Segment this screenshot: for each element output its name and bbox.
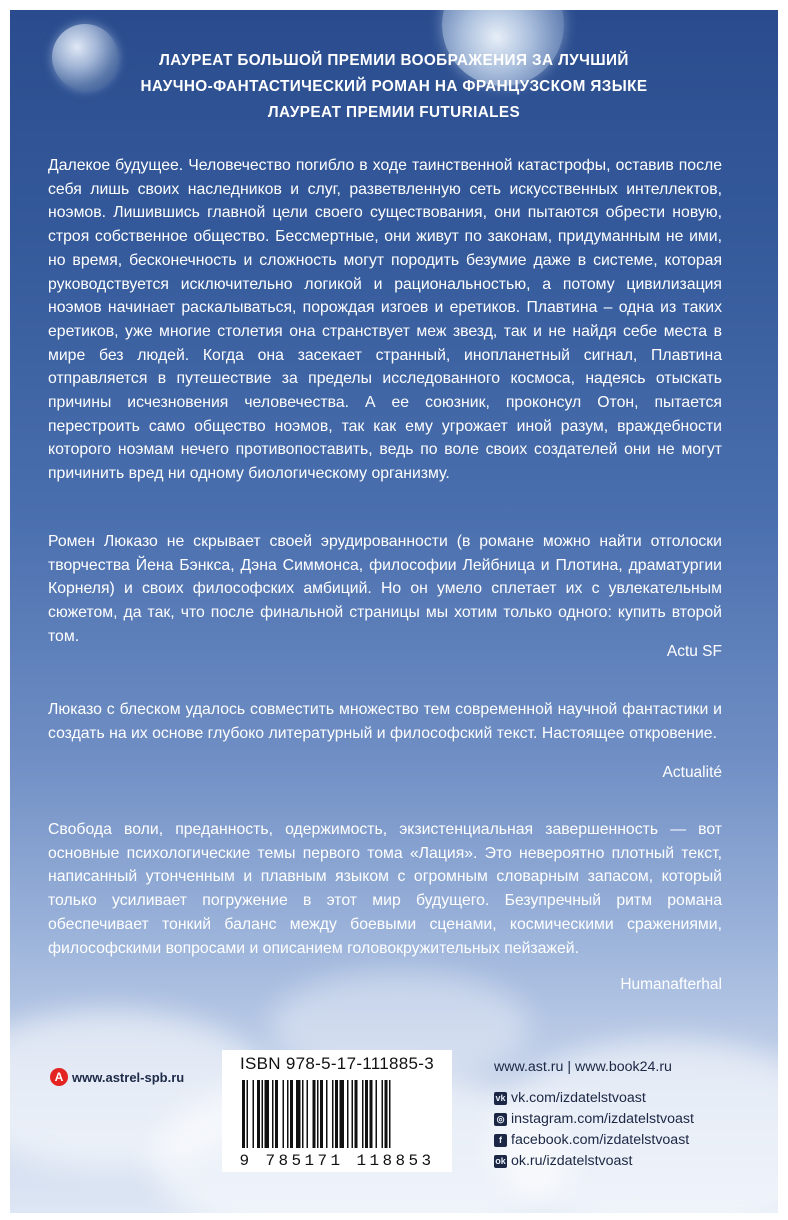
barcode-bar [302, 1080, 304, 1148]
isbn-label: ISBN 978-5-17-111885-3 [239, 1054, 435, 1073]
barcode-icon [242, 1080, 432, 1148]
barcode-bar [287, 1080, 289, 1148]
social-link-label: facebook.com/izdatelstvoast [511, 1132, 690, 1148]
isbn-barcode [222, 1050, 452, 1172]
instagram-icon: ◎ [494, 1113, 507, 1126]
barcode-bar [332, 1080, 334, 1148]
barcode-bar [247, 1080, 249, 1148]
facebook-icon: f [494, 1134, 507, 1147]
social-link-vk[interactable] [494, 1090, 646, 1106]
social-link-facebook[interactable] [494, 1132, 689, 1148]
barcode-bar [365, 1080, 368, 1148]
barcode-bar [296, 1080, 301, 1148]
social-link-label: vk.com/izdatelstvoast [511, 1090, 646, 1106]
barcode-bar [290, 1080, 293, 1148]
barcode-bar [352, 1080, 354, 1148]
barcode-bar [275, 1080, 278, 1148]
review-source: Humanafterhal [620, 976, 722, 993]
vk-icon: vk [495, 1093, 506, 1103]
barcode-digits: 9 785171 118853 [239, 1152, 435, 1170]
barcode-bar [283, 1080, 285, 1148]
publisher-sites[interactable]: www.ast.ru | www.book24.ru [494, 1059, 672, 1075]
social-link-label: instagram.com/izdatelstvoast [511, 1111, 694, 1127]
social-link-instagram[interactable] [494, 1111, 694, 1127]
barcode-bar [317, 1080, 319, 1148]
barcode-bar [355, 1080, 358, 1148]
barcode-bar [370, 1080, 373, 1148]
review-text: Люказо с блеском удалось совместить множество тем современной научной фантастики и создать на их основе глубоко литературный и философский текст. Настоящее откровение. [48, 701, 722, 742]
barcode-bar [320, 1080, 323, 1148]
review-source: Actu SF [666, 643, 722, 660]
barcode-bar [376, 1080, 378, 1148]
review-source: Actualité [662, 764, 722, 781]
award-line: ЛАУРЕАТ ПРЕМИИ FUTURIALES [267, 104, 521, 121]
back-cover [10, 10, 778, 1213]
awards-block [10, 48, 778, 126]
barcode-bar [253, 1080, 255, 1148]
publisher-site-label: www.astrel-spb.ru [72, 1069, 185, 1085]
barcode-bar [385, 1080, 388, 1148]
barcode-bar [382, 1080, 384, 1148]
barcode-bar [347, 1080, 349, 1148]
barcode-bar [389, 1080, 391, 1148]
review-text: Ромен Люказо не скрывает своей эрудированности (в романе можно найти отголоски творчества Йена Бэнкса, Дэна Симмонса, философии Лейбница и Плотина, драматургии Корнеля) и своих философских амбиций. Но он умело сплетает их с увлекательным сюжетом, да так, что после финальной страницы мы хотим только одного: купить второй том. [48, 533, 722, 645]
barcode-bar [265, 1080, 270, 1148]
ast-logo-icon: A [50, 1068, 68, 1086]
barcode-bar [326, 1080, 328, 1148]
ok-icon: ok [495, 1156, 506, 1166]
barcode-bar [313, 1080, 316, 1148]
barcode-bar [362, 1080, 364, 1148]
barcode-bar [272, 1080, 274, 1148]
publisher-site[interactable] [50, 1066, 184, 1088]
barcode-bar [340, 1080, 345, 1148]
barcode-bar [242, 1080, 245, 1148]
social-link-label: ok.ru/izdatelstvoast [511, 1153, 633, 1169]
award-line: ЛАУРЕАТ БОЛЬШОЙ ПРЕМИИ ВООБРАЖЕНИЯ ЗА ЛУЧШИЙ [159, 52, 629, 69]
barcode-bar [257, 1080, 260, 1148]
award-line: НАУЧНО-ФАНТАСТИЧЕСКИЙ РОМАН НА ФРАНЦУЗСКОМ ЯЗЫКЕ [140, 78, 648, 95]
barcode-bar [335, 1080, 338, 1148]
barcode-bar [262, 1080, 264, 1148]
synopsis-paragraph: Далекое будущее. Человечество погибло в ходе таинственной катастрофы, оставив после себя лишь своих наследников и слуг, разветвленную сеть искусственных интеллектов, ноэмов. Лишившись главной цели своего существования, они пытаются обрести новую, строя собственное общество. Бессмертные, они живут по законам, придуманным не ими, но время, бесконечность и сложность могут породить безумие даже в системе, которая руководствуется исключительно логикой и рациональностью, а потому цивилизация ноэмов начинает раскалываться, порождая изгоев и еретиков. Плавтина – одна из таких еретиков, уже многие столетия она странствует меж звезд, так и не найдя себе места в мире без людей. Когда она засекает странный, инопланетный сигнал, Плавтина отправляется в путешествие за пределы исследованного космоса, надеясь отыскать причины исчезновения человечества. А ее союзник, проконсул Отон, пытается перестроить само общество ноэмов, так как ему угрожает иной разум, враждебности которого ноэмам нечего противопоставить, ведь по воле своих создателей они не могут причинить вред ни одному биологическому организму. [48, 157, 722, 483]
review-text: Свобода воли, преданность, одержимость, экзистенциальная завершенность — вот основные психологические темы первого тома «Лация». Это невероятно плотный текст, написанный утонченным и плавным языком с огромным словарным запасом, который только усиливает погружение в этот мир будущего. Безупречный ритм романа обеспечивает тонкий баланс между боевыми сценами, космическими сражениями, философскими вопросами и описанием головокружительных пейзажей. [48, 821, 722, 957]
barcode-bar [307, 1080, 309, 1148]
social-link-ok[interactable] [494, 1153, 632, 1169]
